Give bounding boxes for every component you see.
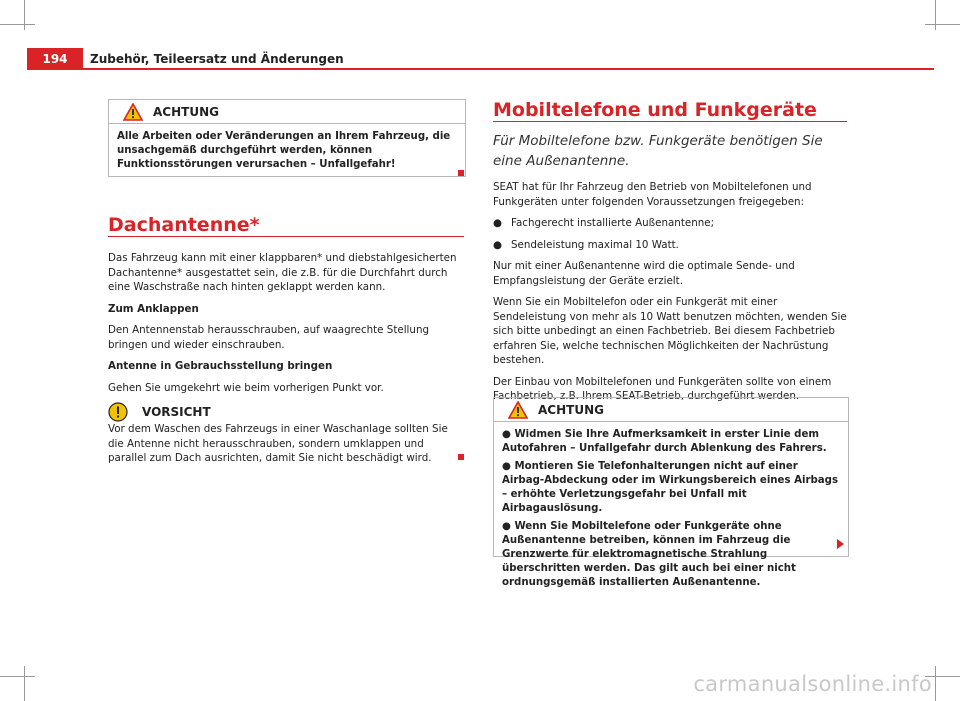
crop-mark (0, 24, 35, 25)
caution-circle-icon (108, 402, 128, 422)
warning-item-text: Wenn Sie Mobiltelefone oder Funkgeräte ohne Außenantenne betreiben, können im Fahrzeug die Grenzwerte für elektromagnetische Strahlung überschritten werden. Das gilt auch bei einer nicht ordnungsgemäß installierten Außenantenne. (502, 521, 796, 588)
warning-item (502, 428, 840, 456)
warning-box (108, 99, 466, 177)
warning-body (494, 422, 848, 600)
list-item-text: Fachgerecht installierte Außenantenne; (511, 217, 715, 229)
crop-mark (925, 24, 960, 25)
warning-text: Alle Arbeiten oder Veränderungen an Ihrem Fahrzeug, die unsachgemäß durchgeführt werden, können Funktionsstörungen verursachen – Unfallgefahr! (117, 131, 451, 170)
caution-heading (108, 402, 211, 422)
bullet-icon: ● (502, 521, 515, 532)
crop-mark (935, 666, 936, 701)
bullet-icon: ● (502, 461, 515, 472)
paragraph: Gehen Sie umgekehrt wie beim vorherigen Punkt vor. (108, 381, 384, 394)
section-heading-rule (493, 121, 847, 122)
warning-item (502, 460, 840, 516)
crop-mark (0, 676, 35, 677)
warning-box (493, 397, 849, 588)
crop-mark (935, 0, 936, 30)
subheading: Antenne in Gebrauchsstellung bringen (108, 360, 333, 372)
warning-triangle-icon (508, 401, 528, 419)
warning-title: ACHTUNG (538, 402, 604, 417)
end-square-icon (458, 454, 464, 460)
section-heading: Mobiltelefone und Funkgeräte (493, 99, 817, 121)
paragraph: Nur mit einer Außenantenne wird die optimale Sende- und Empfangsleistung der Geräte erzielt. (493, 260, 795, 287)
caution-text-block (108, 422, 464, 473)
dachantenne-text (108, 251, 464, 402)
warning-body (109, 124, 465, 182)
list-item-text: Sendeleistung maximal 10 Watt. (511, 238, 679, 251)
bullet-icon: ● (493, 217, 502, 229)
intro-paragraph: Das Fahrzeug kann mit einer klappbaren* und diebstahlgesicherten Dachantenne* ausgestattet sein, die z.B. für die Durchfahrt durch eine Waschstraße nach hinten geklappt werden kann. (108, 252, 457, 293)
warning-header (109, 100, 465, 124)
paragraph: Den Antennenstab herausschrauben, auf waagrechte Stellung bringen und wieder einschrauben. (108, 324, 430, 351)
crop-mark (24, 666, 25, 701)
bullet-icon: ● (502, 429, 515, 440)
caution-title: VORSICHT (142, 405, 211, 419)
lead-text: Für Mobiltelefone bzw. Funkgeräte benötigen Sie eine Außenantenne. (493, 133, 823, 169)
subheading: Zum Anklappen (108, 302, 199, 315)
crop-mark (24, 0, 25, 30)
end-square-icon (458, 170, 464, 176)
caution-text: Vor dem Waschen des Fahrzeugs in einer Waschanlage sollten Sie die Antenne nicht herausschrauben, sondern umklappen und parallel zum Dach ausrichten, damit Sie nicht beschädigt wird. (108, 423, 448, 464)
continue-arrow-icon (837, 539, 844, 549)
paragraph: Wenn Sie ein Mobiltelefon oder ein Funkgerät mit einer Sendeleistung von mehr als 10 Watt benutzen möchten, wenden Sie sich bitte unbedingt an einen Fachbetrieb. Bei diesem Fachbetrieb erfahren Sie, welche technischen Möglichkeiten der Nachrüstung bestehen. (493, 296, 847, 366)
warning-triangle-icon (123, 103, 143, 121)
list-item (493, 238, 847, 253)
mobiltelefone-text (493, 180, 847, 411)
warning-item (502, 520, 840, 590)
bullet-icon: ● (493, 238, 502, 251)
running-header-title: Zubehör, Teileersatz und Änderungen (90, 52, 344, 66)
section-heading: Dachantenne* (108, 214, 260, 236)
paragraph: Der Einbau von Mobiltelefonen und Funkgeräten sollte von einem Fachbetrieb, z.B. Ihrem SEAT-Betrieb, durchgeführt werden. (493, 375, 832, 402)
watermark: carmanualsonline.info (693, 672, 932, 696)
warning-header (494, 398, 848, 422)
list-item (493, 216, 847, 231)
warning-item-text: Montieren Sie Telefonhalterungen nicht auf einer Airbag-Abdeckung oder im Wirkungsbereich eines Airbags – erhöhte Verletzungsgefahr bei Unfall mit Airbagauslösung. (502, 461, 839, 514)
paragraph: SEAT hat für Ihr Fahrzeug den Betrieb von Mobiltelefonen und Funkgeräten unter folgenden Voraussetzungen freigegeben: (493, 181, 812, 208)
section-heading-rule (108, 236, 464, 237)
warning-title: ACHTUNG (153, 104, 219, 119)
warning-item-text: Widmen Sie Ihre Aufmerksamkeit in erster Linie dem Autofahren – Unfallgefahr durch Ablenkung des Fahrers. (502, 429, 827, 454)
page-number: 194 (27, 48, 83, 70)
header-rule (27, 68, 934, 70)
